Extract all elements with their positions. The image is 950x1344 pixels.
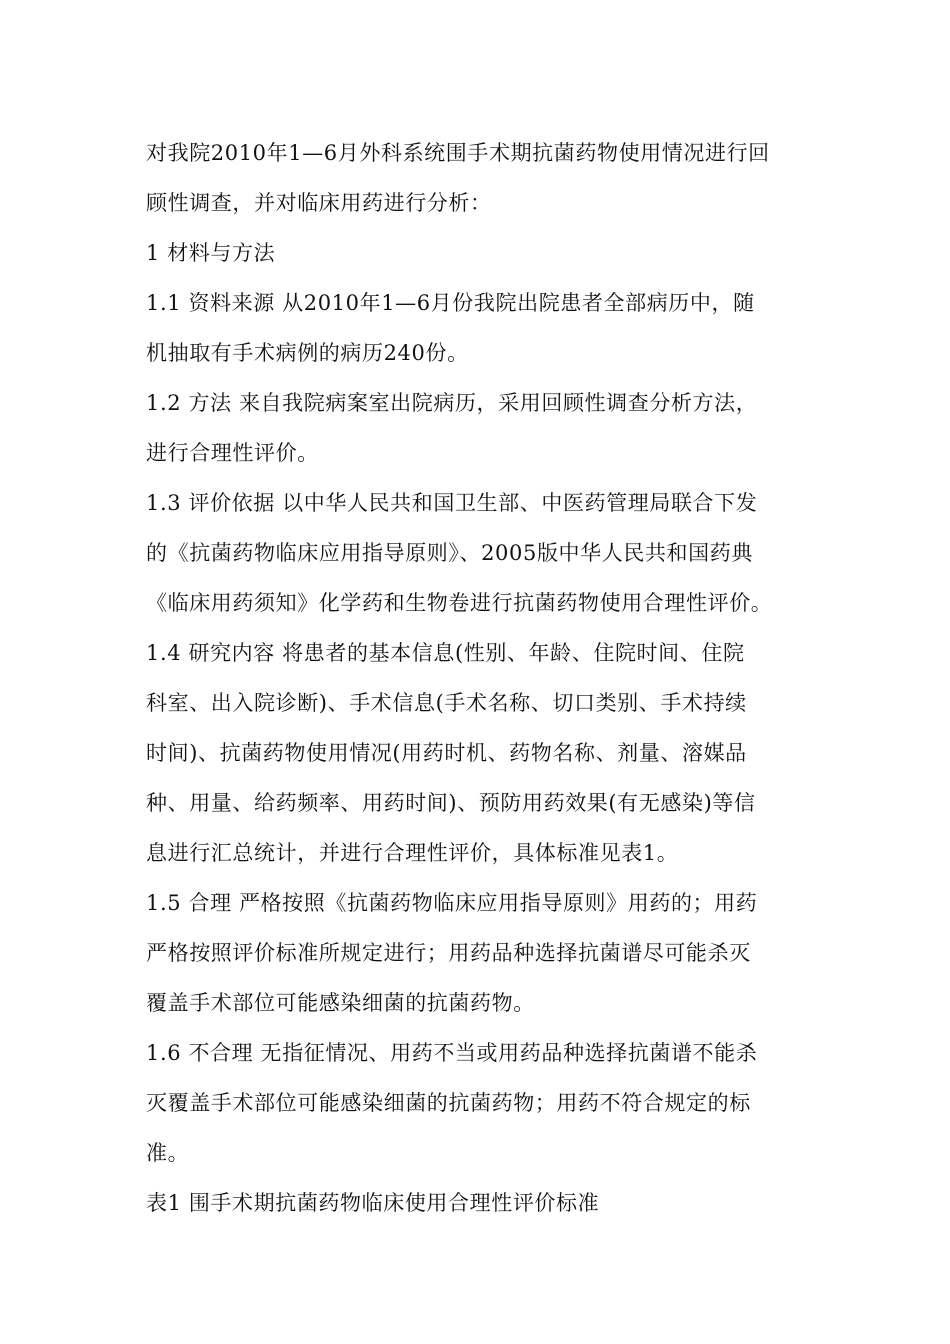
text-line: 准。 <box>146 1141 190 1165</box>
text-line: 灭覆盖手术部位可能感染细菌的抗菌药物；用药不符合规定的标 <box>146 1091 751 1115</box>
text-line: 的《抗菌药物临床应用指导原则》、2005版中华人民共和国药典 <box>146 541 753 565</box>
table-caption: 表1 围手术期抗菌药物临床使用合理性评价标准 <box>146 1191 600 1215</box>
text-line: 覆盖手术部位可能感染细菌的抗菌药物。 <box>146 991 535 1015</box>
text-line: 对我院2010年1—6月外科系统围手术期抗菌药物使用情况进行回 <box>146 141 770 165</box>
text-line: 科室、出入院诊断)、手术信息(手术名称、切口类别、手术持续 <box>146 691 747 715</box>
text-line: 机抽取有手术病例的病历240份。 <box>146 341 469 365</box>
text-line: 1.5 合理 严格按照《抗菌药物临床应用指导原则》用药的；用药 <box>146 891 758 915</box>
section-heading: 1 材料与方法 <box>146 241 276 265</box>
text-line: 《临床用药须知》化学药和生物卷进行抗菌药物使用合理性评价。 <box>146 591 773 615</box>
text-line: 1.2 方法 来自我院病案室出院病历，采用回顾性调查分析方法， <box>146 391 758 415</box>
text-line: 时间)、抗菌药物使用情况(用药时机、药物名称、剂量、溶媒品 <box>146 741 747 765</box>
text-line: 种、用量、给药频率、用药时间)、预防用药效果(有无感染)等信 <box>146 791 756 815</box>
text-line: 1.3 评价依据 以中华人民共和国卫生部、中医药管理局联合下发 <box>146 491 758 515</box>
text-line: 进行合理性评价。 <box>146 441 319 465</box>
text-line: 顾性调查，并对临床用药进行分析： <box>146 191 492 215</box>
document-body <box>146 128 810 1228</box>
text-line: 息进行汇总统计，并进行合理性评价，具体标准见表1。 <box>146 841 679 865</box>
text-line: 严格按照评价标准所规定进行；用药品种选择抗菌谱尽可能杀灭 <box>146 941 751 965</box>
text-line: 1.4 研究内容 将患者的基本信息(性别、年龄、住院时间、住院 <box>146 641 745 665</box>
text-line: 1.1 资料来源 从2010年1—6月份我院出院患者全部病历中，随 <box>146 291 755 315</box>
text-line: 1.6 不合理 无指征情况、用药不当或用药品种选择抗菌谱不能杀 <box>146 1041 758 1065</box>
